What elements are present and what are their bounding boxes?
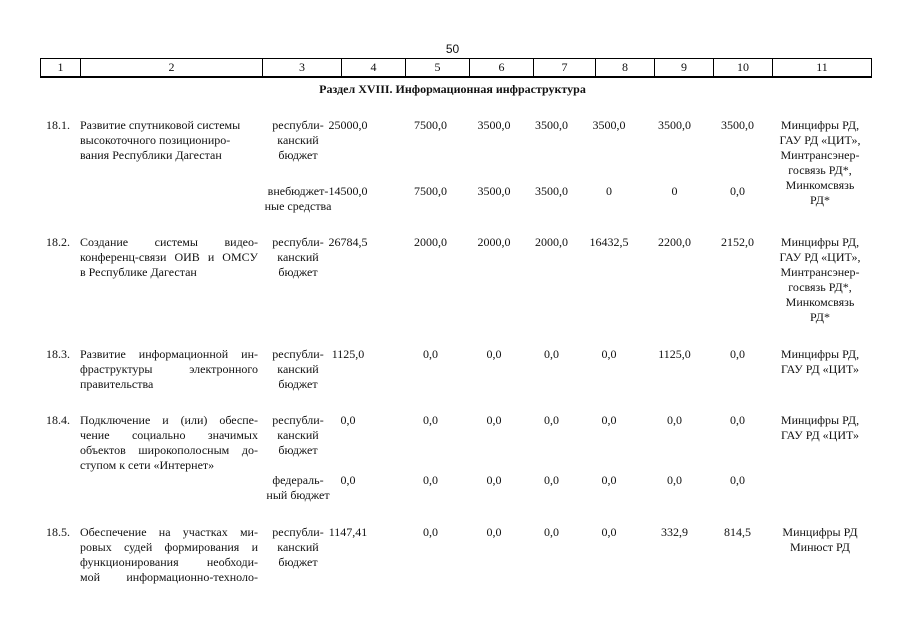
value-col-8: 0,0 <box>601 413 617 427</box>
description-line <box>80 413 258 428</box>
row-description <box>80 525 258 585</box>
funding-source-line: канский <box>277 362 319 376</box>
description-line: Развитие спутниковой системы <box>80 118 241 132</box>
value-col-4: 1147,41 <box>328 525 368 539</box>
description-word: видео- <box>224 235 258 249</box>
value-col-7: 0,0 <box>544 347 559 361</box>
description-word: и <box>251 540 258 554</box>
row-description <box>80 118 258 163</box>
description-word: электронного <box>189 362 258 376</box>
value-col-6: 3500,0 <box>477 184 511 198</box>
row-executors <box>770 413 870 443</box>
description-line <box>80 555 258 570</box>
description-word: формирования <box>164 540 240 554</box>
row-number: 18.4. <box>46 413 70 427</box>
description-line <box>80 570 258 585</box>
description-word: и <box>162 413 169 427</box>
row-executors <box>770 347 870 377</box>
value-col-7: 0,0 <box>544 413 559 427</box>
description-word: до- <box>241 443 258 457</box>
value-col-10: 0,0 <box>730 184 745 198</box>
funding-source-line: республи- <box>272 525 324 539</box>
value-col-10: 0,0 <box>730 347 745 361</box>
funding-source-line: республи- <box>272 413 324 427</box>
value-col-5: 7500,0 <box>414 118 447 132</box>
executor-line: Минцифры РД, <box>780 413 860 427</box>
description-word: объектов <box>80 443 126 457</box>
value-col-9: 0,0 <box>667 413 682 427</box>
funding-source-line: бюджет <box>278 443 318 457</box>
description-word: фраструктуры <box>80 362 153 376</box>
description-word: и <box>207 250 215 264</box>
description-line <box>80 540 258 555</box>
description-word: ОМСУ <box>222 250 258 264</box>
description-word: мой <box>80 570 101 584</box>
description-line <box>80 525 258 540</box>
executor-line: РД* <box>810 193 830 207</box>
value-col-10: 0,0 <box>730 473 745 487</box>
funding-source-line: бюджет <box>278 555 318 569</box>
description-word: участках <box>182 525 228 539</box>
executor-line: Минюст РД <box>789 540 850 554</box>
funding-source-line: канский <box>277 133 319 147</box>
row-number: 18.1. <box>46 118 70 132</box>
row-number: 18.5. <box>46 525 70 539</box>
funding-source-line: республи- <box>272 347 324 361</box>
executor-line: ГАУ РД «ЦИТ», <box>779 133 861 147</box>
row-number: 18.2. <box>46 235 70 249</box>
funding-source-line: республи- <box>272 235 324 249</box>
description-word: ин- <box>241 347 258 361</box>
funding-source-line: ный бюджет <box>266 488 330 502</box>
section-title: Раздел XVIII. Информационная инфраструктура <box>319 82 586 96</box>
description-word: Создание <box>80 235 129 249</box>
value-col-7: 2000,0 <box>535 235 568 249</box>
value-col-5: 0,0 <box>423 473 438 487</box>
value-col-7: 0,0 <box>544 473 559 487</box>
value-col-9: 2200,0 <box>658 235 691 249</box>
funding-source-line: ные средства <box>264 199 332 213</box>
header-col-1: 1 <box>41 59 81 76</box>
executor-line: госвязь РД*, <box>788 280 852 294</box>
value-col-6: 2000,0 <box>477 235 511 249</box>
description-word: широкополосным <box>138 443 230 457</box>
value-col-4: 25000,0 <box>328 118 368 132</box>
value-col-9: 0 <box>671 184 678 198</box>
value-col-10: 0,0 <box>730 413 745 427</box>
row-description <box>80 235 258 280</box>
value-col-9: 1125,0 <box>658 347 691 361</box>
description-word: функционирования <box>80 555 179 569</box>
header-col-5: 5 <box>406 59 470 76</box>
description-line: вания Республики Дагестан <box>80 148 222 162</box>
value-col-6: 0,0 <box>486 347 502 361</box>
value-col-8: 16432,5 <box>589 235 629 249</box>
header-col-4: 4 <box>342 59 406 76</box>
value-col-9: 3500,0 <box>658 118 691 132</box>
description-line: высокоточного позициониро- <box>80 133 231 147</box>
value-col-7: 3500,0 <box>535 184 568 198</box>
row-description <box>80 347 258 392</box>
description-word: судей <box>123 540 153 554</box>
executor-line: Минкомсвязь <box>785 295 855 309</box>
description-word: необходи- <box>206 555 258 569</box>
executor-line: РД* <box>810 310 830 324</box>
funding-source-line: внебюджет- <box>267 184 329 198</box>
executor-line: ГАУ РД «ЦИТ», <box>779 250 861 264</box>
value-col-4: 26784,5 <box>328 235 368 249</box>
value-col-5: 0,0 <box>423 347 438 361</box>
description-word: на <box>158 525 171 539</box>
description-word: Подключение <box>80 413 151 427</box>
description-line: ступом к сети «Интернет» <box>80 458 215 472</box>
funding-source-line: канский <box>277 428 319 442</box>
executor-line: Минцифры РД <box>782 525 858 539</box>
value-col-10: 3500,0 <box>721 118 754 132</box>
value-col-8: 3500,0 <box>592 118 626 132</box>
value-col-8: 0,0 <box>601 473 617 487</box>
description-word: Обеспечение <box>80 525 147 539</box>
value-col-4: 0,0 <box>340 473 356 487</box>
description-word: системы <box>154 235 198 249</box>
value-col-5: 0,0 <box>423 413 438 427</box>
executor-line: Минцифры РД, <box>780 235 860 249</box>
value-col-8: 0 <box>606 184 612 198</box>
executor-line: ГАУ РД «ЦИТ» <box>780 362 860 376</box>
description-word: социально <box>131 428 186 442</box>
executor-line: Минцифры РД, <box>780 118 860 132</box>
description-line <box>80 250 258 265</box>
value-col-5: 0,0 <box>423 525 438 539</box>
funding-source-line: бюджет <box>278 377 318 391</box>
description-word: ми- <box>239 525 258 539</box>
description-line: в Республике Дагестан <box>80 265 197 279</box>
value-col-10: 814,5 <box>724 525 751 539</box>
description-word: информационно-техноло- <box>126 570 258 584</box>
funding-source-line: канский <box>277 250 319 264</box>
header-col-11: 11 <box>816 60 828 74</box>
value-col-6: 0,0 <box>486 525 502 539</box>
row-executors <box>770 525 870 555</box>
description-line <box>80 362 258 377</box>
description-line <box>80 443 258 458</box>
description-word: Развитие <box>80 347 126 361</box>
description-word: конференц-связи <box>80 250 167 264</box>
header-col-9: 9 <box>655 59 714 76</box>
description-word: значимых <box>207 428 258 442</box>
description-word: чение <box>80 428 110 442</box>
value-col-6: 3500,0 <box>477 118 511 132</box>
description-word: ровых <box>80 540 112 554</box>
header-col-10: 10 <box>714 59 773 76</box>
value-col-7: 3500,0 <box>535 118 568 132</box>
executor-line: Минкомсвязь <box>785 178 855 192</box>
description-word: обеспе- <box>219 413 258 427</box>
value-col-6: 0,0 <box>486 413 502 427</box>
value-col-4: 1125,0 <box>331 347 365 361</box>
value-col-7: 0,0 <box>544 525 559 539</box>
funding-source-line: канский <box>277 540 319 554</box>
header-col-2: 2 <box>81 59 263 76</box>
executor-line: Минтрансэнер- <box>780 265 860 279</box>
value-col-5: 2000,0 <box>414 235 447 249</box>
row-executors <box>770 118 870 208</box>
description-line <box>80 347 258 362</box>
funding-source-line: федераль- <box>272 473 324 487</box>
executor-line: госвязь РД*, <box>788 163 852 177</box>
value-col-5: 7500,0 <box>414 184 447 198</box>
funding-source-line: бюджет <box>278 148 318 162</box>
executor-line: ГАУ РД «ЦИТ» <box>780 428 860 442</box>
funding-source-line: республи- <box>272 118 324 132</box>
value-col-6: 0,0 <box>486 473 502 487</box>
row-description <box>80 413 258 473</box>
executor-line: Минтрансэнер- <box>780 148 860 162</box>
header-col-7: 7 <box>534 59 596 76</box>
description-word: (или) <box>180 413 208 427</box>
row-number: 18.3. <box>46 347 70 361</box>
header-col-6: 6 <box>470 59 534 76</box>
description-line: правительства <box>80 377 154 391</box>
funding-source-line: бюджет <box>278 265 318 279</box>
value-col-4: 0,0 <box>340 413 356 427</box>
header-col-8: 8 <box>596 59 655 76</box>
value-col-8: 0,0 <box>601 525 617 539</box>
value-col-4: 14500,0 <box>328 184 368 198</box>
page-number: 50 <box>445 42 460 56</box>
value-col-8: 0,0 <box>601 347 617 361</box>
header-col-3: 3 <box>263 59 342 76</box>
description-line <box>80 235 258 250</box>
description-word: ОИВ <box>174 250 200 264</box>
row-executors <box>770 235 870 325</box>
value-col-9: 332,9 <box>661 525 688 539</box>
executor-line: Минцифры РД, <box>780 347 860 361</box>
description-word: информационной <box>138 347 229 361</box>
value-col-9: 0,0 <box>667 473 682 487</box>
description-line <box>80 428 258 443</box>
value-col-10: 2152,0 <box>721 235 754 249</box>
